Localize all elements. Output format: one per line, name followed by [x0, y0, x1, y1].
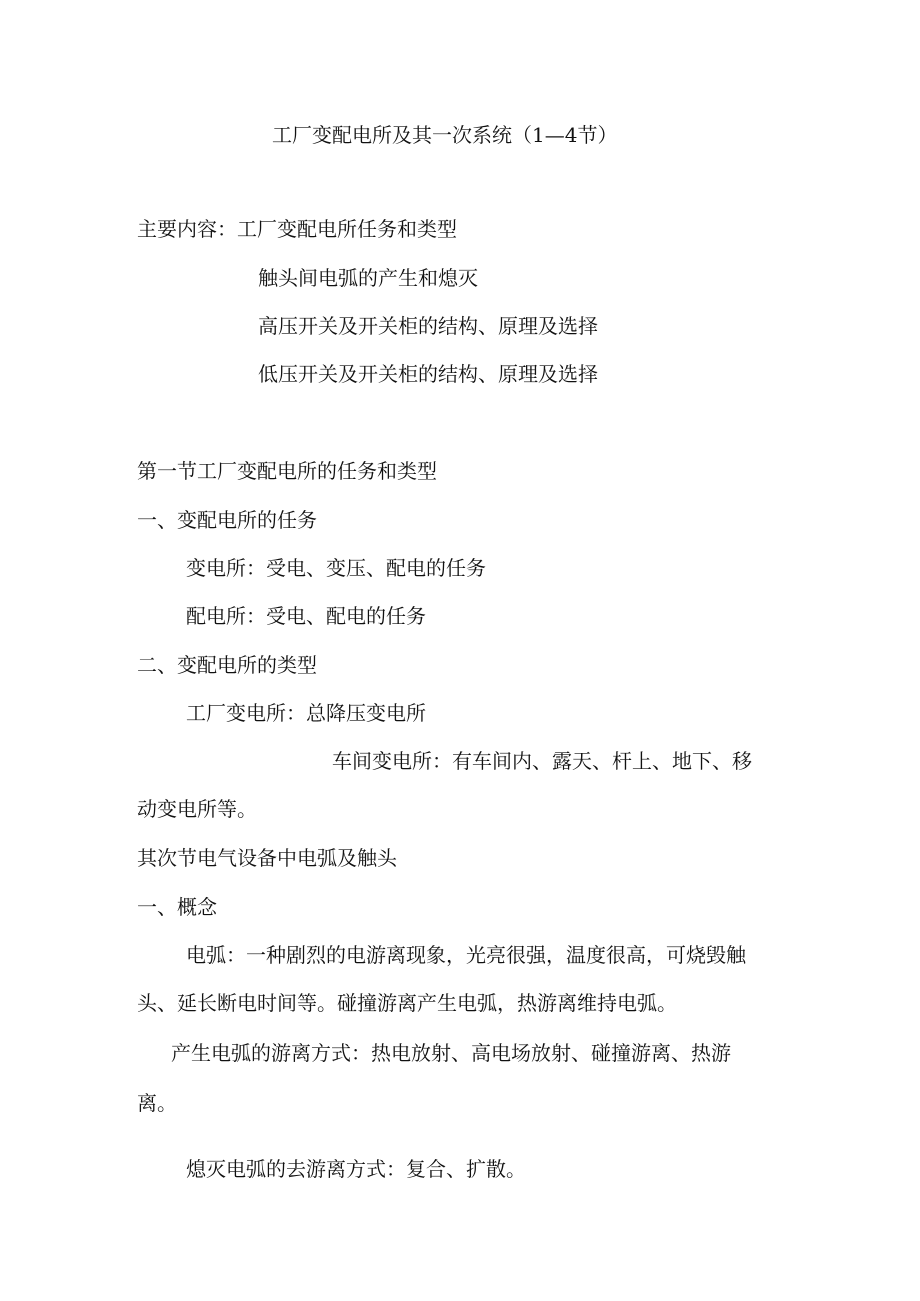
- body-line: 车间变电所：有车间内、露天、杆上、地下、移: [332, 749, 752, 773]
- body-line: 动变电所等。: [137, 797, 257, 821]
- section1-heading: 第一节工厂变配电所的任务和类型: [137, 459, 437, 483]
- main-content-label: 主要内容：工厂变配电所任务和类型: [137, 217, 457, 241]
- section2-heading: 其次节电气设备中电弧及触头: [137, 846, 397, 870]
- body-line: 配电所：受电、配电的任务: [186, 604, 426, 628]
- body-line: 电弧：一种剧烈的电游离现象，光亮很强，温度很高，可烧毁触: [186, 943, 746, 967]
- section1-sub2-heading: 二、变配电所的类型: [137, 653, 317, 677]
- main-content-item: 低压开关及开关柜的结构、原理及选择: [258, 362, 598, 386]
- body-line: 变电所：受电、变压、配电的任务: [186, 556, 486, 580]
- document-title: 工厂变配电所及其一次系统（1—4节）: [272, 123, 618, 147]
- section2-sub1-heading: 一、概念: [137, 895, 217, 919]
- body-line: 产生电弧的游离方式：热电放射、高电场放射、碰撞游离、热游: [171, 1041, 731, 1065]
- body-line: 离。: [137, 1091, 177, 1115]
- body-line: 熄灭电弧的去游离方式：复合、扩散。: [186, 1157, 526, 1181]
- section1-sub1-heading: 一、变配电所的任务: [137, 508, 317, 532]
- main-content-item: 触头间电弧的产生和熄灭: [258, 266, 478, 290]
- main-content-item: 高压开关及开关柜的结构、原理及选择: [258, 314, 598, 338]
- body-line: 工厂变电所：总降压变电所: [186, 701, 426, 725]
- body-line: 头、延长断电时间等。碰撞游离产生电弧，热游离维持电弧。: [137, 991, 677, 1015]
